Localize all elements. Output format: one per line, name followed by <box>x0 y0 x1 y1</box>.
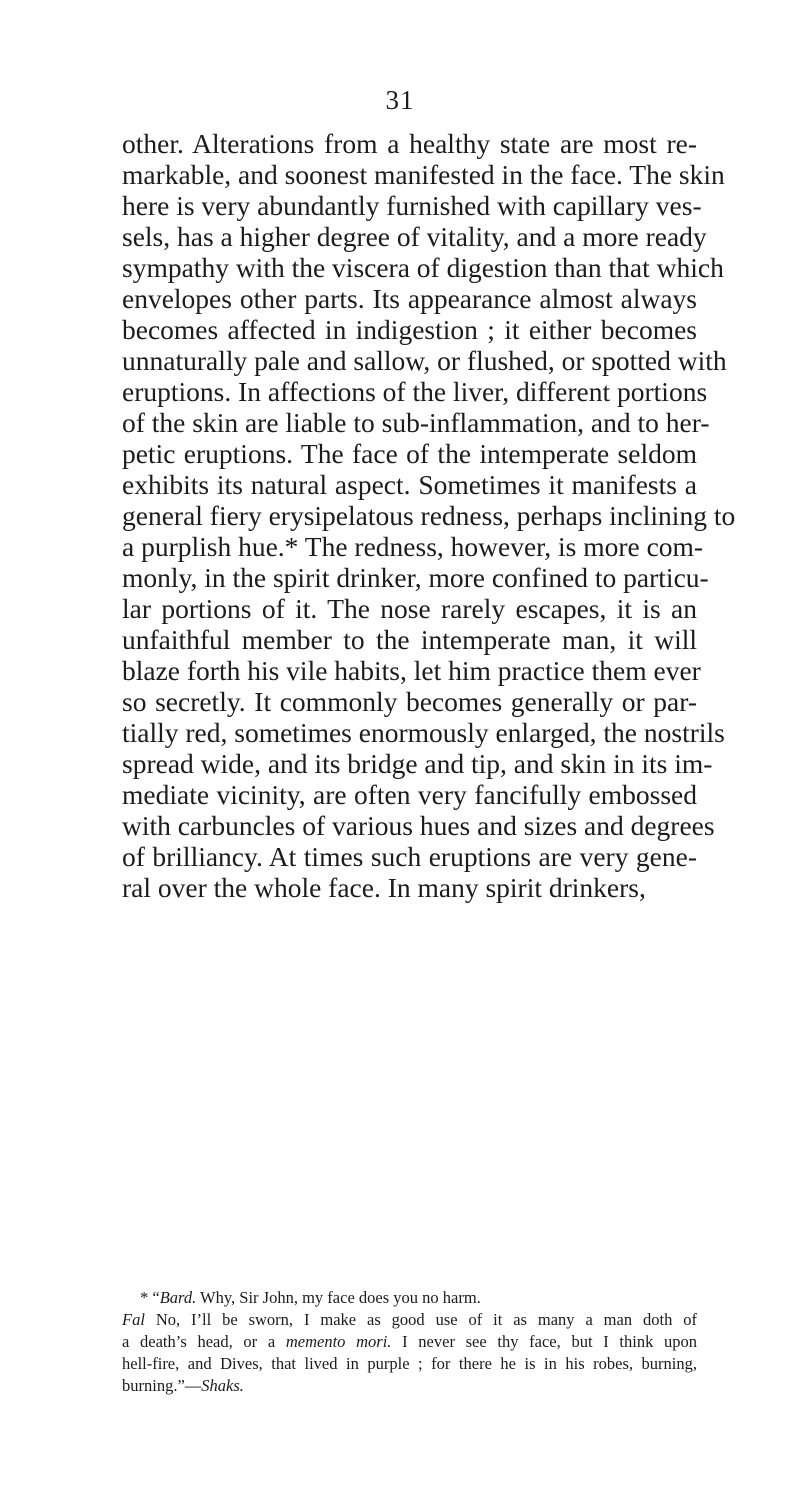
text-line: unfaithful member to the intemperate man, it will <box>122 624 697 655</box>
footnote-text: a death’s head, or a <box>122 1332 286 1351</box>
footnote <box>122 1287 697 1397</box>
text-line: markable, and soonest manifested in the face. The skin <box>122 159 725 190</box>
text-line: blaze forth his vile habits, let him practice them ever <box>122 655 701 686</box>
text-line: becomes affected in indigestion ; it either becomes <box>122 314 697 345</box>
body-text <box>122 128 736 903</box>
text-line: tially red, sometimes enormously enlarged, the nostrils <box>122 717 725 748</box>
footnote-source: Shaks. <box>201 1376 244 1395</box>
text-line: sympathy with the viscera of digestion than that which <box>122 252 724 283</box>
text-line: lar portions of it. The nose rarely escapes, it is an <box>122 593 697 624</box>
footnote-line: hell-fire, and Dives, that lived in purple ; for there he is in his robes, burning, <box>122 1354 697 1373</box>
footnote-line <box>122 1309 697 1331</box>
text-line: other. Alterations from a healthy state are most re- <box>122 128 697 159</box>
text-line: general fiery erysipelatous redness, perhaps inclining to <box>122 500 736 531</box>
text-line: of the skin are liable to sub-inflammation, and to her- <box>122 407 710 438</box>
text-line: monly, in the spirit drinker, more confined to particu- <box>122 562 709 593</box>
page-number: 31 <box>385 85 415 115</box>
footnote-text: I never see thy face, but I think upon <box>391 1332 698 1351</box>
footnote-line <box>122 1331 697 1353</box>
speaker-name: Bard. <box>159 1288 197 1307</box>
footnote-line <box>122 1375 697 1397</box>
text-line: petic eruptions. The face of the intemperate seldom <box>122 438 697 469</box>
text-line: ral over the whole face. In many spirit drinkers, <box>122 872 646 903</box>
text-line: sels, has a higher degree of vitality, and a more ready <box>122 221 707 252</box>
footnote-mark: * “ <box>140 1288 160 1307</box>
text-line: of brilliancy. At times such eruptions are very gene- <box>122 841 697 872</box>
footnote-text: burning.”— <box>122 1376 202 1395</box>
text-line: unnaturally pale and sallow, or flushed, or spotted with <box>122 345 727 376</box>
text-line: with carbuncles of various hues and sizes and degrees <box>122 810 715 841</box>
text-line: eruptions. In affections of the liver, different portions <box>122 376 708 407</box>
text-line: a purplish hue.* The redness, however, is more com- <box>122 531 704 562</box>
footnote-italic: memento mori. <box>285 1332 392 1351</box>
text-line: so secretly. It commonly becomes generally or par- <box>122 686 697 717</box>
footnote-text: No, I’ll be sworn, I make as good use of it as many a man doth of <box>144 1310 697 1329</box>
text-line: exhibits its natural aspect. Sometimes it manifests a <box>122 469 697 500</box>
text-line: mediate vicinity, are often very fancifully embossed <box>122 779 697 810</box>
text-line: spread wide, and its bridge and tip, and skin in its im- <box>122 748 713 779</box>
text-line: here is very abundantly furnished with capillary ves- <box>122 190 702 221</box>
footnote-line <box>122 1287 697 1309</box>
footnote-text: Why, Sir John, my face does you no harm. <box>196 1288 481 1307</box>
speaker-name: Fal <box>122 1310 145 1329</box>
text-line: envelopes other parts. Its appearance almost always <box>122 283 697 314</box>
